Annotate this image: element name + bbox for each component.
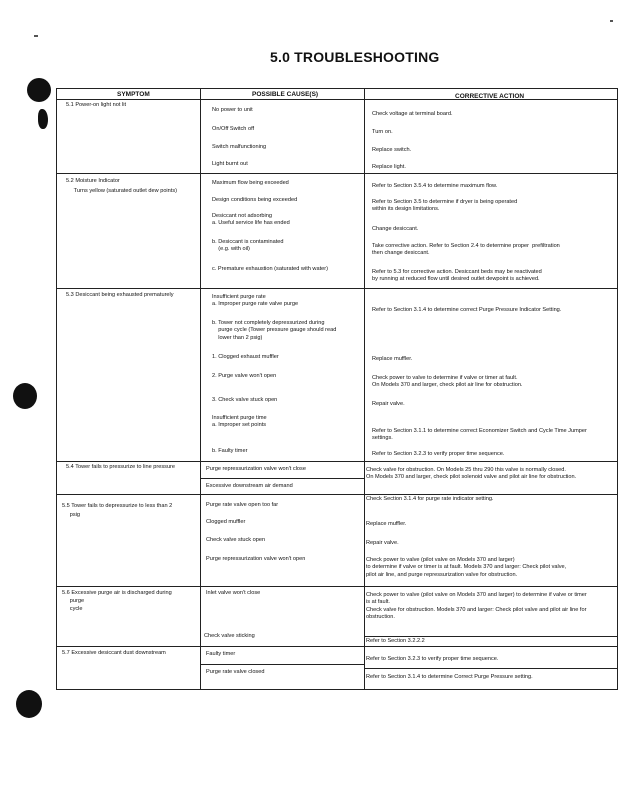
cause-cell: Switch malfunctioning [212,144,267,150]
table-right-border [617,88,618,690]
cause-divider [200,664,364,665]
action-cell: Refer to Section 3.1.4 to determine correct Purge Pressure Indicator Setting. [372,307,562,313]
cause-cell: Purge rate valve open too far [206,502,279,508]
cause-cell: Insufficient purge time a. Improper set points [212,415,267,429]
column-divider [200,88,201,690]
cause-cell: Maximum flow being exceeded [212,180,289,186]
symptom-cell: 5.7 Excessive desiccant dust downstream [62,650,166,656]
action-cell: Check Section 3.1.4 for purge rate indicator setting. [366,496,494,502]
cause-cell: Inlet valve won't close [206,590,261,596]
header-symptom: SYMPTOM [117,91,150,98]
punch-hole-middle [13,383,37,409]
header-bottom-border [56,99,618,100]
action-cell: Check voltage at terminal board. [372,111,453,117]
row-divider [56,173,618,174]
cause-cell: Check valve stuck open [206,537,266,543]
action-cell: Change desiccant. [372,226,419,232]
cause-cell: 3. Check valve stuck open [212,397,278,403]
action-cell: Refer to Section 3.1.4 to determine Correct Purge Pressure setting. [366,674,533,680]
action-cell: Check valve for obstruction. On Models 25 thru 290 this valve is normally closed. On Models 370 and larger, check pilot solenoid valve and pilot air line for obstruction. [366,467,577,481]
action-cell: Refer to Section 3.1.1 to determine correct Economizer Switch and Cycle Time Jumper settings. [372,428,587,442]
action-cell: Take corrective action. Refer to Section 2.4 to determine proper prefiltration then change desiccant. [372,243,560,257]
cause-cell: Design conditions being exceeded [212,197,298,203]
action-cell: Refer to Section 3.2.3 to verify proper time sequence. [372,451,505,457]
action-cell: Repair valve. [372,401,405,407]
cause-cell: Insufficient purge rate a. Improper purge rate valve purge [212,294,299,308]
action-cell: Turn on. [372,129,393,135]
scan-speck [34,35,38,37]
cause-cell: Purge rate valve closed [206,669,265,675]
cause-cell: Light burnt out [212,161,248,167]
column-divider [364,88,365,690]
row-divider [56,494,618,495]
cause-cell: 2. Purge valve won't open [212,373,277,379]
symptom-cell: 5.1 Power-on light not lit [66,102,127,108]
symptom-cell: 5.5 Tower fails to depressurize to less than 2 psig [62,503,173,518]
scan-speck [610,20,613,22]
action-cell: Replace muffler. [372,356,413,362]
symptom-cell: 5.6 Excessive purge air is discharged during purge cycle [62,590,172,612]
row-divider [56,646,618,647]
cause-cell: Clogged muffler [206,519,246,525]
table-left-border [56,88,57,690]
symptom-cell: 5.2 Moisture Indicator Turns yellow (saturated outlet dew points) [66,178,177,194]
row-inner-divider [364,636,617,637]
action-cell: Check power to valve (pilot valve on Models 370 and larger) to determine if valve or timer is at fault. Models 370 and larger: Check pilot valve, pilot air line, and purge repressurization valve for obstruction. [366,557,567,578]
action-cell: Refer to Section 3.5 to determine if dryer is being operated within its design limitations. [372,199,518,213]
action-cell: Check power to valve (pilot valve on Models 370 and larger) to determine if valve or timer is at fault. Check valve for obstruction. Models 370 and larger: Check pilot valve and pilot air line for obstruction. [366,592,587,621]
action-cell: Replace light. [372,164,406,170]
cause-cell: Purge repressurization valve won't close [206,466,306,472]
action-cell: Refer to Section 3.2.3 to verify proper time sequence. [366,656,499,662]
symptom-cell: 5.3 Desiccant being exhausted prematurely [66,292,174,298]
row-divider [56,461,618,462]
cause-cell: On/Off Switch off [212,126,255,132]
cause-cell: No power to unit [212,107,253,113]
cause-cell: 1. Clogged exhaust muffler [212,354,279,360]
cause-cell: Check valve sticking [204,633,255,639]
symptom-cell: 5.4 Tower fails to pressurize to line pressure [66,464,176,470]
cause-cell: Excessive downstream air demand [206,483,293,489]
row-divider [56,586,618,587]
cause-cell: b. Faulty timer [212,448,248,454]
cause-cell: b. Desiccant is contaminated (e.g. with oil) [212,239,284,253]
cause-divider [200,478,364,479]
action-divider [364,668,617,669]
row-divider [56,288,618,289]
action-cell: Replace muffler. [366,521,407,527]
cause-cell: Desiccant not adsorbing a. Useful service life has ended [212,213,290,227]
cause-cell: c. Premature exhaustion (saturated with water) [212,266,328,272]
punch-hole-top-tail [38,109,48,129]
page-title: 5.0 TROUBLESHOOTING [270,49,440,65]
cause-cell: Purge repressurization valve won't open [206,556,306,562]
table-top-border [56,88,618,89]
punch-hole-bottom [16,690,42,718]
action-cell: Replace switch. [372,147,412,153]
cause-cell: b. Tower not completely depressurized during purge cycle (Tower pressure gauge should read lower than 2 psig) [212,320,337,341]
header-cause: POSSIBLE CAUSE(S) [252,91,319,98]
action-cell: Refer to Section 3.5.4 to determine maximum flow. [372,183,498,189]
punch-hole-top [27,78,51,102]
cause-cell: Faulty timer [206,651,236,657]
action-cell: Check power to valve to determine if valve or timer at fault. On Models 370 and larger, check pilot air line for obstruction. [372,375,523,389]
table-bottom-border [56,689,618,690]
header-action: CORRECTIVE ACTION [455,93,525,100]
action-cell: Refer to 5.3 for corrective action. Desiccant beds may be reactivated by running at reduced flow until desired outlet dewpoint is achieved. [372,269,542,283]
action-cell: Refer to Section 3.2.2.2 [366,638,425,644]
action-cell: Repair valve. [366,540,399,546]
